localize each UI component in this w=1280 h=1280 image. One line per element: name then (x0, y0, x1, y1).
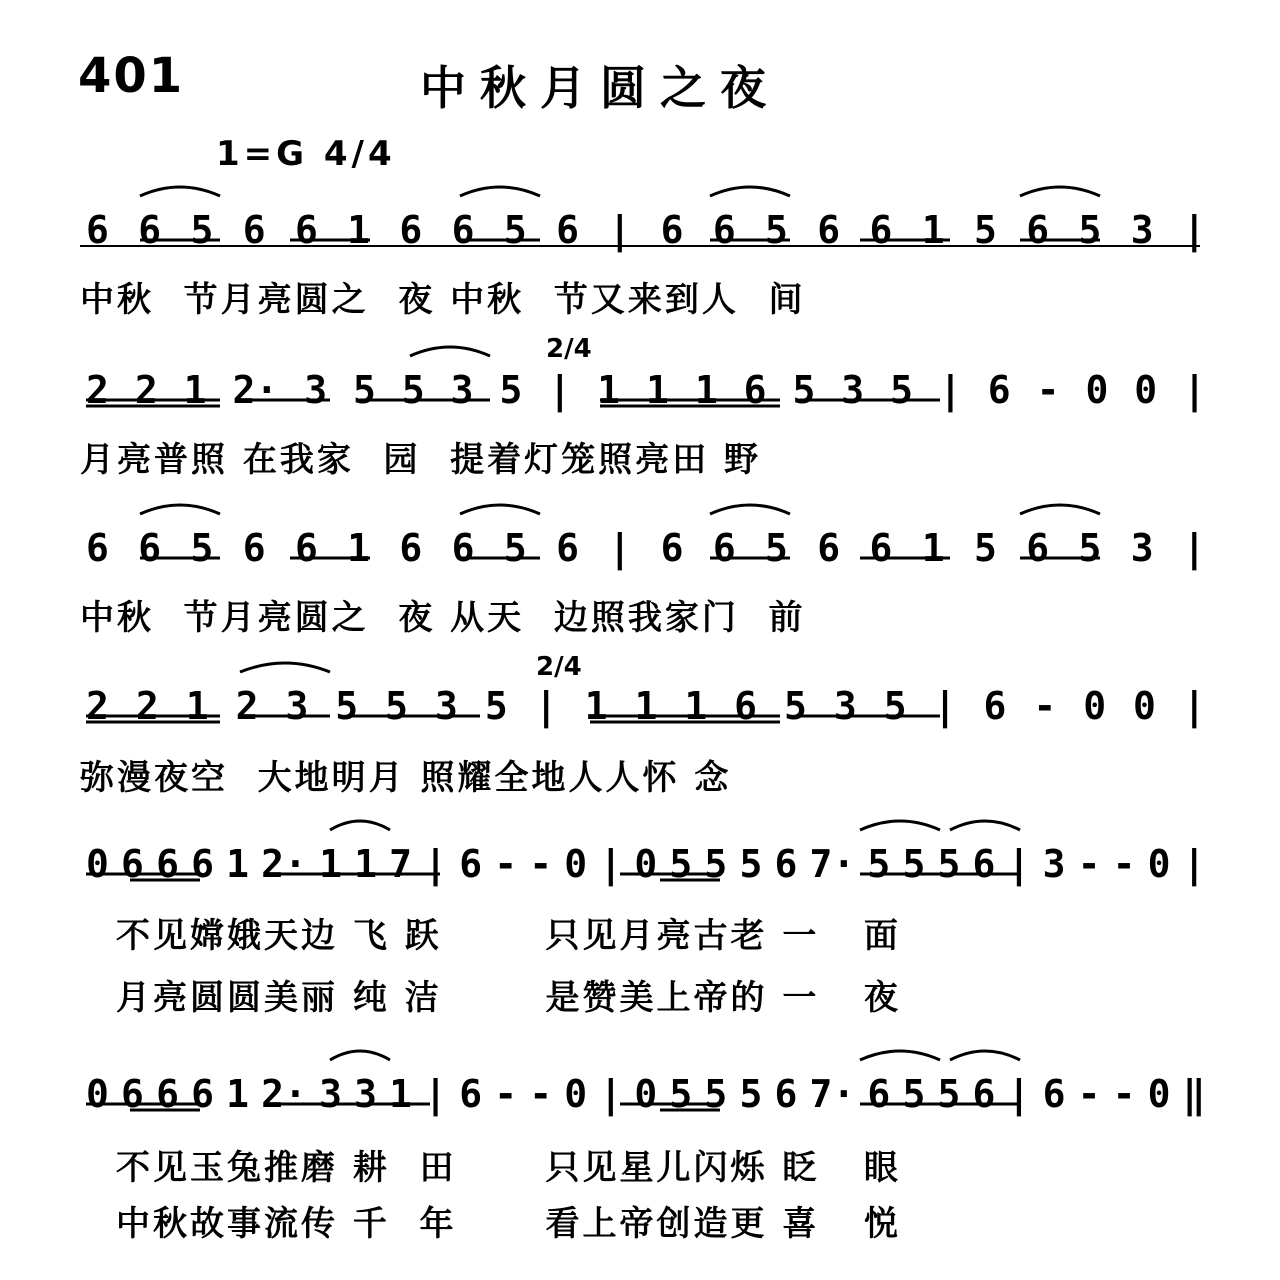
note: 6 (242, 526, 266, 570)
note: 2 (135, 684, 159, 728)
note: 5 (669, 1072, 693, 1116)
barline: | (1007, 1072, 1031, 1116)
barline: | (1183, 368, 1206, 412)
notation-line-1 (86, 196, 1206, 252)
note: 1 (584, 684, 608, 728)
lyric-line-2: 月亮普照 在我家 园 提着灯笼照亮田 野 (80, 440, 762, 480)
note: 0 (1147, 842, 1171, 886)
notation-line-2 (86, 356, 1206, 412)
note: 2 (134, 368, 158, 412)
note: 5 (765, 208, 788, 252)
note: - (529, 842, 553, 886)
time-change-label-1: 2/4 (546, 334, 592, 364)
note: 1 (347, 526, 371, 570)
note: 6 (156, 1072, 179, 1116)
barline: | (599, 842, 623, 886)
note: 7· (809, 842, 856, 886)
barline: | (1007, 842, 1031, 886)
note: 3 (841, 368, 865, 412)
note: 6 (86, 208, 109, 252)
note: 5 (867, 842, 891, 886)
note: 5 (335, 684, 359, 728)
note: 6 (660, 208, 684, 252)
note: 1 (354, 842, 377, 886)
note: 6 (743, 368, 767, 412)
barline: | (1182, 842, 1206, 886)
note: 0 (1083, 684, 1107, 728)
key-signature: 1=G 4/4 (216, 134, 396, 174)
barline: | (599, 1072, 623, 1116)
lyric-line-4: 弥漫夜空 大地明月 照耀全地人人怀 念 (80, 758, 732, 798)
note: 5 (739, 1072, 763, 1116)
note: 0 (1085, 368, 1109, 412)
note: 6 (817, 208, 841, 252)
note: 2 (86, 368, 109, 412)
note: 6 (121, 842, 144, 886)
note: 6 (1042, 1072, 1066, 1116)
note: 0 (634, 1072, 658, 1116)
note: 2 (86, 684, 109, 728)
note: 5 (385, 684, 409, 728)
lyric-line-6b: 中秋故事流传 千 年 看上帝创造更 喜 悦 (116, 1204, 901, 1244)
note: - (1112, 842, 1136, 886)
note: 6 (869, 208, 893, 252)
note: 5 (1078, 208, 1102, 252)
note: 6 (399, 208, 423, 252)
barline: | (608, 208, 632, 252)
note: 6 (987, 368, 1011, 412)
note: 5 (484, 684, 508, 728)
note: 5 (784, 684, 807, 728)
note: 1 (645, 368, 669, 412)
notation-line-4 (86, 672, 1206, 728)
barline: | (608, 526, 632, 570)
note: 5 (190, 526, 214, 570)
note: 0 (1133, 684, 1156, 728)
note: 5 (704, 842, 728, 886)
note: 6 (660, 526, 684, 570)
note: 6 (774, 842, 798, 886)
lyric-line-1: 中秋 节月亮圆之 夜 中秋 节又来到人 间 (80, 280, 806, 320)
note: 3 (833, 684, 857, 728)
barline: | (1182, 526, 1206, 570)
note: 1 (185, 684, 209, 728)
note: 1 (694, 368, 718, 412)
note: 6 (972, 1072, 996, 1116)
note: 5 (669, 842, 693, 886)
note: 6 (869, 526, 893, 570)
note: 5 (973, 208, 997, 252)
note: 3 (435, 684, 458, 728)
note: 6 (556, 208, 579, 252)
note: 5 (499, 368, 523, 412)
note: 6 (399, 526, 423, 570)
note: 7 (389, 842, 413, 886)
barline: | (933, 684, 957, 728)
note: 6 (451, 526, 475, 570)
note: 6 (242, 208, 266, 252)
note: 6 (734, 684, 758, 728)
barline: | (938, 368, 962, 412)
note: 2· (261, 842, 307, 886)
barline: | (424, 1072, 448, 1116)
barline: | (548, 368, 572, 412)
note: 1 (319, 842, 342, 886)
note: - (1077, 842, 1101, 886)
note: 6 (294, 526, 318, 570)
song-title: 中秋月圆之夜 (420, 61, 780, 115)
note: 6 (1026, 208, 1050, 252)
note: 5 (503, 208, 527, 252)
lyric-line-5b: 月亮圆圆美丽 纯 洁 是赞美上帝的 一 夜 (116, 978, 901, 1018)
note: 3 (285, 684, 309, 728)
note: 6 (121, 1072, 144, 1116)
notation-line-3 (86, 514, 1206, 570)
barline: | (424, 842, 448, 886)
note: 6 (138, 526, 162, 570)
note: 5 (739, 842, 763, 886)
lyric-line-5a: 不见嫦娥天边 飞 跃 只见月亮古老 一 面 (116, 916, 901, 956)
note: 1 (226, 842, 250, 886)
note: 0 (634, 842, 658, 886)
note: 6 (156, 842, 179, 886)
note: 3 (1130, 526, 1154, 570)
note: 2· (261, 1072, 307, 1116)
note: 6 (294, 208, 318, 252)
note: 6 (191, 842, 214, 886)
note: 0 (1134, 368, 1158, 412)
note: 3 (450, 368, 474, 412)
note: 1 (389, 1072, 413, 1116)
note: 6 (712, 208, 736, 252)
note: 3 (319, 1072, 342, 1116)
barline: ‖ (1182, 1072, 1206, 1116)
note: 0 (86, 842, 109, 886)
note: 0 (1147, 1072, 1171, 1116)
note: 6 (712, 526, 736, 570)
note: 3 (354, 1072, 377, 1116)
note: 6 (774, 1072, 798, 1116)
note: 3 (1130, 208, 1154, 252)
note: 5 (883, 684, 907, 728)
note: 5 (937, 842, 961, 886)
lyric-line-3: 中秋 节月亮圆之 夜 从天 边照我家门 前 (80, 598, 806, 638)
barline: | (1182, 208, 1206, 252)
note: 3 (1042, 842, 1066, 886)
note: 5 (503, 526, 527, 570)
note: 5 (937, 1072, 961, 1116)
lyric-line-6a: 不见玉兔推磨 耕 田 只见星儿闪烁 眨 眼 (116, 1148, 901, 1188)
note: 1 (597, 368, 621, 412)
note: - (1033, 684, 1057, 728)
note: 5 (973, 526, 997, 570)
note: 1 (921, 208, 945, 252)
note: - (494, 1072, 518, 1116)
note: 2 (235, 684, 259, 728)
note: 6 (556, 526, 579, 570)
note: 1 (226, 1072, 250, 1116)
note: 0 (564, 842, 588, 886)
barline: | (534, 684, 558, 728)
note: 5 (902, 1072, 926, 1116)
time-change-label-2: 2/4 (536, 652, 582, 682)
note: 5 (353, 368, 376, 412)
note: 6 (972, 842, 996, 886)
note: 5 (190, 208, 214, 252)
note: 5 (792, 368, 816, 412)
note: 6 (459, 842, 483, 886)
note: 6 (867, 1072, 891, 1116)
note: 6 (817, 526, 841, 570)
note: 6 (983, 684, 1007, 728)
note: 1 (634, 684, 658, 728)
note: 5 (902, 842, 926, 886)
note: 6 (459, 1072, 483, 1116)
note: 6 (138, 208, 162, 252)
note: 0 (564, 1072, 588, 1116)
note: 1 (347, 208, 371, 252)
note: 3 (304, 368, 328, 412)
note: 5 (1078, 526, 1102, 570)
note: - (1077, 1072, 1101, 1116)
notation-line-6 (86, 1060, 1206, 1116)
note: 1 (684, 684, 708, 728)
song-number: 401 (78, 48, 185, 104)
note: 5 (401, 368, 425, 412)
note: 5 (765, 526, 788, 570)
note: 1 (921, 526, 945, 570)
note: - (529, 1072, 553, 1116)
note: - (1036, 368, 1060, 412)
note: 2· (232, 368, 279, 412)
note: - (1112, 1072, 1136, 1116)
note: 6 (86, 526, 109, 570)
note: 7· (809, 1072, 856, 1116)
barline: | (1182, 684, 1206, 728)
note: 5 (704, 1072, 728, 1116)
note: 5 (890, 368, 914, 412)
note: 1 (183, 368, 207, 412)
note: 0 (86, 1072, 109, 1116)
note: 6 (1026, 526, 1050, 570)
note: - (494, 842, 518, 886)
notation-line-5 (86, 830, 1206, 886)
note: 6 (191, 1072, 214, 1116)
note: 6 (451, 208, 475, 252)
